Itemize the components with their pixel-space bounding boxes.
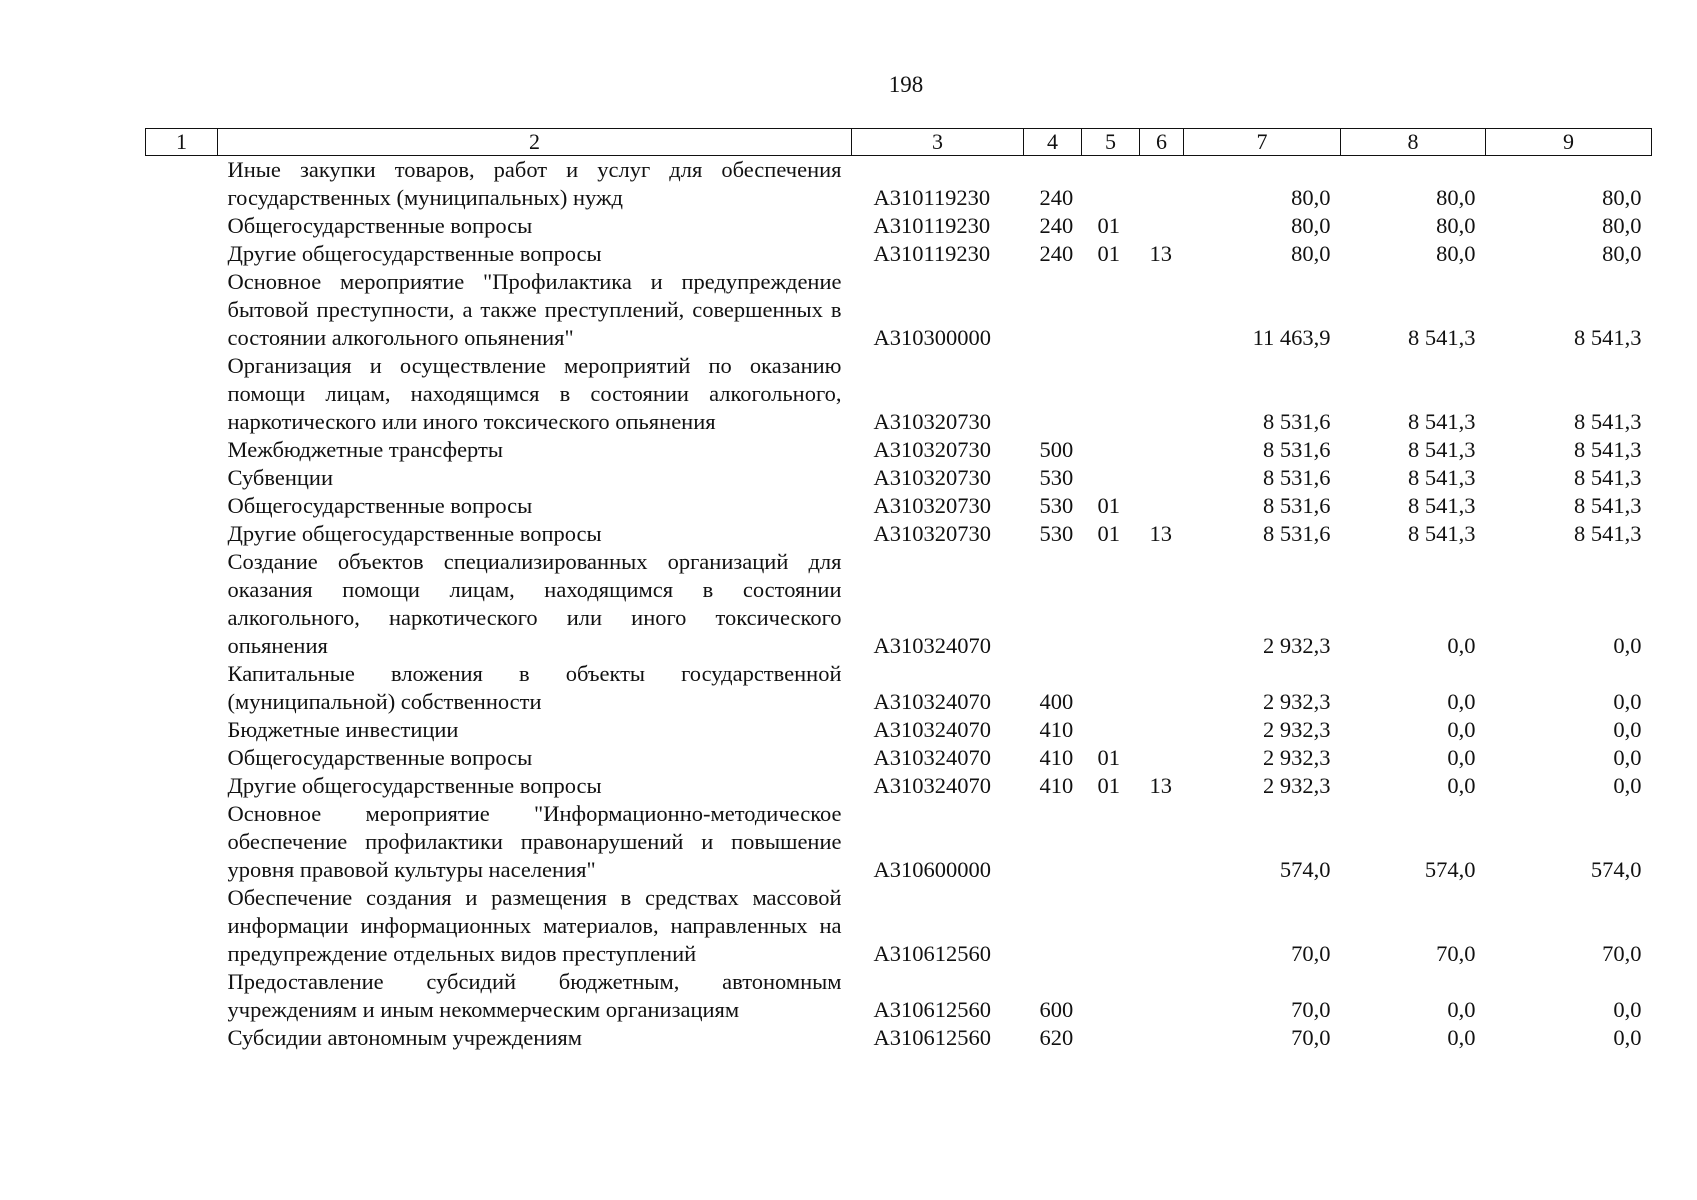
header-col-4: 4 (1024, 129, 1082, 156)
cell-section: 01 (1097, 241, 1120, 266)
cell-amount-8: 70,0 (1436, 941, 1476, 966)
cell-target-code: А310320730 (873, 493, 991, 518)
cell-amount-9: 0,0 (1613, 1025, 1642, 1050)
cell-amount-8: 574,0 (1424, 857, 1476, 882)
cell-amount-9: 0,0 (1613, 745, 1642, 770)
cell-amount-8: 80,0 (1436, 185, 1476, 210)
cell-amount-8: 0,0 (1447, 745, 1476, 770)
budget-table (145, 128, 1652, 1052)
cell-amount-8: 8 541,3 (1408, 437, 1476, 462)
cell-name: Обеспечение создания и размещения в средствах массовой информации информационных материалов, направленных на предупреждение отдельных видов преступлений (227, 885, 842, 966)
cell-col-1 (146, 492, 218, 520)
cell-col-1 (146, 464, 218, 492)
cell-expense-kind (1024, 884, 1082, 968)
cell-col-1 (146, 240, 218, 268)
cell-amount-8: 80,0 (1436, 213, 1476, 238)
cell-subsection (1140, 212, 1184, 240)
cell-target-code: А310324070 (873, 633, 991, 658)
cell-section (1082, 156, 1140, 213)
cell-expense-kind: 240 (1039, 185, 1074, 210)
cell-name: Основное мероприятие "Профилактика и предупреждение бытовой преступности, а также преступлений, совершенных в состоянии алкогольного опьянения" (227, 269, 842, 350)
cell-target-code: А310119230 (873, 213, 991, 238)
cell-subsection (1140, 800, 1184, 884)
cell-name: Другие общегосударственные вопросы (227, 773, 602, 798)
cell-name: Субвенции (227, 465, 333, 490)
table-row (146, 352, 1652, 436)
cell-expense-kind: 240 (1039, 241, 1074, 266)
header-col-1: 1 (146, 129, 218, 156)
cell-target-code: А310320730 (873, 465, 991, 490)
cell-col-1 (146, 772, 218, 800)
cell-expense-kind: 410 (1039, 773, 1074, 798)
cell-col-1 (146, 436, 218, 464)
cell-amount-9: 0,0 (1613, 997, 1642, 1022)
cell-subsection (1140, 492, 1184, 520)
cell-col-1 (146, 268, 218, 352)
cell-amount-8: 0,0 (1447, 717, 1476, 742)
cell-subsection (1140, 436, 1184, 464)
cell-amount-7: 574,0 (1279, 857, 1331, 882)
cell-amount-8: 0,0 (1447, 689, 1476, 714)
cell-section (1082, 352, 1140, 436)
cell-section (1082, 1024, 1140, 1052)
table-row (146, 548, 1652, 660)
cell-expense-kind (1024, 800, 1082, 884)
cell-subsection (1140, 548, 1184, 660)
cell-amount-7: 2 932,3 (1263, 633, 1331, 658)
cell-amount-7: 80,0 (1291, 241, 1331, 266)
table-row (146, 520, 1652, 548)
cell-amount-9: 574,0 (1590, 857, 1642, 882)
table-row (146, 156, 1652, 213)
cell-expense-kind: 240 (1039, 213, 1074, 238)
cell-expense-kind: 410 (1039, 745, 1074, 770)
cell-section (1082, 968, 1140, 1024)
cell-expense-kind (1024, 548, 1082, 660)
cell-amount-7: 2 932,3 (1263, 773, 1331, 798)
header-col-9: 9 (1486, 129, 1652, 156)
cell-section: 01 (1097, 521, 1120, 546)
table-row (146, 800, 1652, 884)
cell-section: 01 (1097, 745, 1120, 770)
table-row (146, 464, 1652, 492)
cell-amount-9: 8 541,3 (1574, 437, 1642, 462)
cell-amount-9: 8 541,3 (1574, 325, 1642, 350)
header-col-2: 2 (218, 129, 852, 156)
table-row (146, 212, 1652, 240)
cell-subsection: 13 (1149, 521, 1172, 546)
cell-target-code: А310612560 (873, 997, 991, 1022)
cell-target-code: А310324070 (873, 689, 991, 714)
cell-amount-9: 80,0 (1602, 185, 1642, 210)
cell-amount-7: 70,0 (1291, 941, 1331, 966)
cell-section (1082, 800, 1140, 884)
cell-col-1 (146, 212, 218, 240)
table-header (146, 129, 1652, 156)
table-row (146, 660, 1652, 716)
cell-subsection (1140, 744, 1184, 772)
table-row (146, 716, 1652, 744)
cell-name: Субсидии автономным учреждениям (227, 1025, 582, 1050)
cell-amount-7: 80,0 (1291, 185, 1331, 210)
cell-name: Капитальные вложения в объекты государственной (муниципальной) собственности (227, 661, 842, 714)
header-col-8: 8 (1341, 129, 1486, 156)
cell-section (1082, 268, 1140, 352)
cell-subsection: 13 (1149, 241, 1172, 266)
cell-target-code: А310119230 (873, 185, 991, 210)
cell-target-code: А310119230 (873, 241, 991, 266)
cell-section (1082, 436, 1140, 464)
cell-amount-8: 8 541,3 (1408, 493, 1476, 518)
cell-target-code: А310324070 (873, 773, 991, 798)
cell-amount-7: 80,0 (1291, 213, 1331, 238)
cell-subsection (1140, 464, 1184, 492)
cell-name: Межбюджетные трансферты (227, 437, 503, 462)
cell-col-1 (146, 156, 218, 213)
cell-col-1 (146, 716, 218, 744)
cell-target-code: А310320730 (873, 521, 991, 546)
cell-target-code: А310612560 (873, 1025, 991, 1050)
cell-amount-9: 0,0 (1613, 773, 1642, 798)
cell-col-1 (146, 548, 218, 660)
cell-col-1 (146, 968, 218, 1024)
cell-amount-7: 70,0 (1291, 997, 1331, 1022)
cell-col-1 (146, 660, 218, 716)
cell-amount-7: 8 531,6 (1263, 493, 1331, 518)
cell-name: Другие общегосударственные вопросы (227, 521, 602, 546)
cell-amount-8: 0,0 (1447, 633, 1476, 658)
cell-expense-kind (1024, 268, 1082, 352)
cell-section (1082, 884, 1140, 968)
cell-subsection (1140, 968, 1184, 1024)
cell-col-1 (146, 1024, 218, 1052)
cell-expense-kind: 530 (1039, 493, 1074, 518)
cell-name: Общегосударственные вопросы (227, 493, 533, 518)
cell-amount-9: 0,0 (1613, 717, 1642, 742)
page-number: 198 (888, 72, 924, 97)
cell-expense-kind: 620 (1039, 1025, 1074, 1050)
cell-amount-9: 8 541,3 (1574, 409, 1642, 434)
cell-section (1082, 716, 1140, 744)
cell-section: 01 (1097, 213, 1120, 238)
cell-target-code: А310612560 (873, 941, 991, 966)
cell-amount-8: 8 541,3 (1408, 409, 1476, 434)
cell-subsection: 13 (1149, 773, 1172, 798)
cell-target-code: А310600000 (873, 857, 991, 882)
cell-subsection (1140, 268, 1184, 352)
cell-target-code: А310320730 (873, 437, 991, 462)
cell-amount-7: 11 463,9 (1252, 325, 1331, 350)
cell-subsection (1140, 716, 1184, 744)
cell-expense-kind: 410 (1039, 717, 1074, 742)
cell-amount-9: 8 541,3 (1574, 493, 1642, 518)
header-col-6: 6 (1140, 129, 1184, 156)
cell-section: 01 (1097, 493, 1120, 518)
cell-expense-kind (1024, 352, 1082, 436)
cell-amount-7: 2 932,3 (1263, 745, 1331, 770)
header-col-5: 5 (1082, 129, 1140, 156)
table-row (146, 436, 1652, 464)
cell-expense-kind: 500 (1039, 437, 1074, 462)
table-row (146, 968, 1652, 1024)
cell-expense-kind: 600 (1039, 997, 1074, 1022)
cell-name: Бюджетные инвестиции (227, 717, 459, 742)
cell-name: Основное мероприятие "Информационно-методическое обеспечение профилактики правонарушений и повышение уровня правовой культуры населения" (227, 801, 842, 882)
header-col-3: 3 (852, 129, 1024, 156)
cell-subsection (1140, 352, 1184, 436)
cell-col-1 (146, 520, 218, 548)
cell-amount-8: 0,0 (1447, 1025, 1476, 1050)
cell-amount-7: 8 531,6 (1263, 521, 1331, 546)
cell-name: Организация и осуществление мероприятий по оказанию помощи лицам, находящимся в состоянии алкогольного, наркотического или иного токсического опьянения (227, 353, 842, 434)
cell-amount-9: 70,0 (1602, 941, 1642, 966)
cell-amount-9: 8 541,3 (1574, 521, 1642, 546)
cell-amount-8: 8 541,3 (1408, 465, 1476, 490)
cell-amount-9: 80,0 (1602, 241, 1642, 266)
cell-amount-7: 2 932,3 (1263, 689, 1331, 714)
cell-target-code: А310300000 (873, 325, 991, 350)
cell-amount-7: 8 531,6 (1263, 409, 1331, 434)
cell-col-1 (146, 744, 218, 772)
cell-section (1082, 548, 1140, 660)
table-row (146, 268, 1652, 352)
cell-col-1 (146, 352, 218, 436)
cell-amount-8: 8 541,3 (1408, 325, 1476, 350)
cell-subsection (1140, 884, 1184, 968)
cell-section (1082, 464, 1140, 492)
cell-name: Общегосударственные вопросы (227, 213, 533, 238)
cell-amount-9: 0,0 (1613, 633, 1642, 658)
cell-amount-7: 8 531,6 (1263, 437, 1331, 462)
cell-amount-7: 70,0 (1291, 1025, 1331, 1050)
header-row (146, 129, 1652, 156)
table-body (146, 156, 1652, 1053)
cell-section (1082, 660, 1140, 716)
cell-name: Общегосударственные вопросы (227, 745, 533, 770)
cell-target-code: А310324070 (873, 745, 991, 770)
cell-amount-8: 0,0 (1447, 773, 1476, 798)
cell-col-1 (146, 800, 218, 884)
table-row (146, 772, 1652, 800)
cell-expense-kind: 530 (1039, 521, 1074, 546)
cell-expense-kind: 400 (1039, 689, 1074, 714)
cell-amount-9: 8 541,3 (1574, 465, 1642, 490)
cell-amount-7: 2 932,3 (1263, 717, 1331, 742)
cell-amount-8: 8 541,3 (1408, 521, 1476, 546)
cell-amount-9: 80,0 (1602, 213, 1642, 238)
cell-name: Другие общегосударственные вопросы (227, 241, 602, 266)
cell-amount-9: 0,0 (1613, 689, 1642, 714)
table-row (146, 884, 1652, 968)
table-row (146, 240, 1652, 268)
table-row (146, 744, 1652, 772)
cell-amount-8: 80,0 (1436, 241, 1476, 266)
cell-col-1 (146, 884, 218, 968)
table-row (146, 492, 1652, 520)
cell-amount-7: 8 531,6 (1263, 465, 1331, 490)
cell-expense-kind: 530 (1039, 465, 1074, 490)
cell-name: Иные закупки товаров, работ и услуг для обеспечения государственных (муниципальных) нужд (227, 157, 842, 210)
header-col-7: 7 (1184, 129, 1341, 156)
cell-section: 01 (1097, 773, 1120, 798)
cell-subsection (1140, 156, 1184, 213)
cell-name: Предоставление субсидий бюджетным, автономным учреждениям и иным некоммерческим организациям (227, 969, 842, 1022)
cell-target-code: А310320730 (873, 409, 991, 434)
cell-subsection (1140, 660, 1184, 716)
cell-amount-8: 0,0 (1447, 997, 1476, 1022)
cell-name: Создание объектов специализированных организаций для оказания помощи лицам, находящимся в состоянии алкогольного, наркотического или иного токсического опьянения (227, 549, 842, 658)
cell-target-code: А310324070 (873, 717, 991, 742)
cell-subsection (1140, 1024, 1184, 1052)
table-row (146, 1024, 1652, 1052)
